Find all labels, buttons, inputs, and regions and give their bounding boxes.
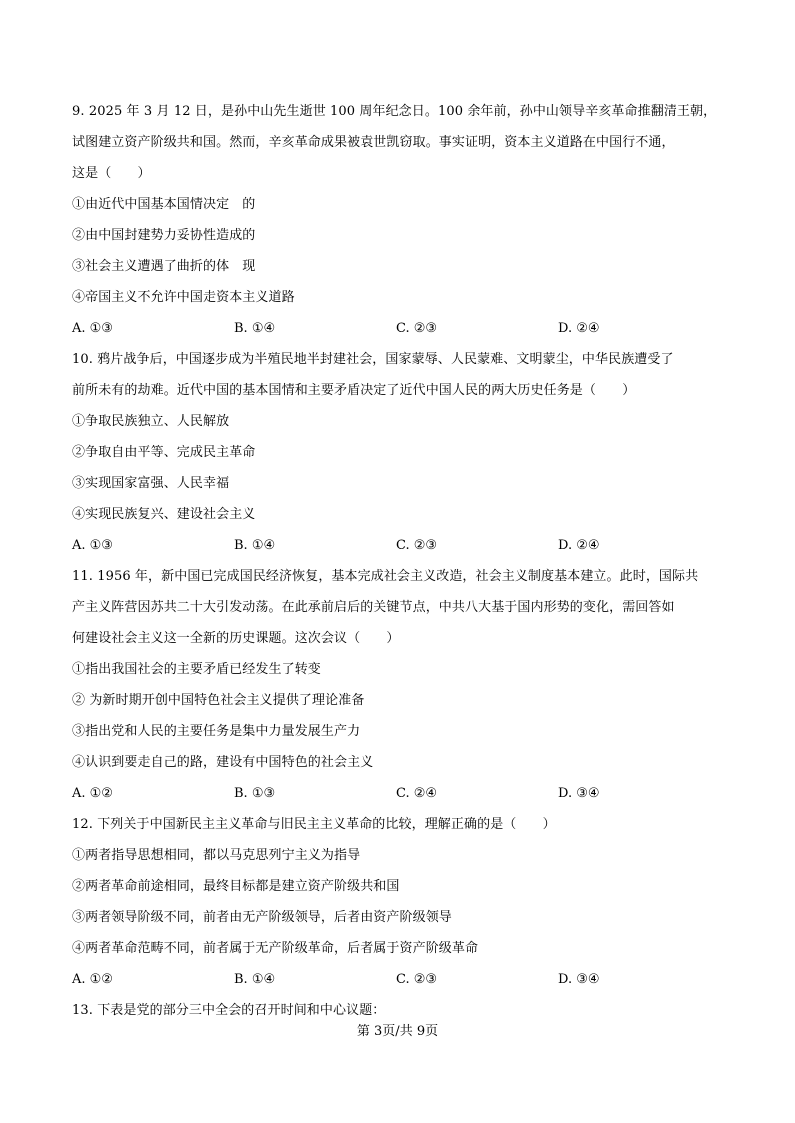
statement-item: ③社会主义遭遇了曲折的体 现 [72, 259, 256, 274]
option-a: A. ①② [72, 972, 113, 987]
answer-options [72, 964, 732, 995]
statement-item: ③两者领导阶级不同，前者由无产阶级领导，后者由资产阶级领导 [72, 910, 452, 925]
question-stem-line: 10. 鸦片战争后，中国逐步成为半殖民地半封建社会，国家蒙辱、人民蒙难、文明蒙尘，中华民族遭受了 [72, 352, 674, 367]
option-a: A. ①③ [72, 321, 113, 336]
option-d: D. ②④ [558, 321, 600, 336]
statement-item: ④实现民族复兴、建设社会主义 [72, 507, 256, 522]
page-footer: 第 3页/共 9页 [356, 1024, 439, 1039]
statement-item: ④两者革命范畴不同，前者属于无产阶级革命，后者属于资产阶级革命 [72, 941, 479, 956]
option-a: A. ①② [72, 786, 113, 801]
statement-item: ①两者指导思想相同，都以马克思列宁主义为指导 [72, 848, 361, 863]
option-c: C. ②③ [396, 972, 438, 987]
option-d: D. ③④ [558, 786, 600, 801]
option-b: B. ①④ [234, 538, 276, 553]
question-9 [72, 96, 732, 344]
question-stem-line: 12. 下列关于中国新民主主义革命与旧民主主义革命的比较，理解正确的是（ ） [72, 817, 556, 832]
option-b: B. ①③ [234, 786, 276, 801]
statement-item: ②由中国封建势力妥协性造成的 [72, 228, 256, 243]
option-b: B. ①④ [234, 972, 276, 987]
question-stem-line: 9. 2025 年 3 月 12 日，是孙中山先生逝世 100 周年纪念日。100 余年前，孙中山领导辛亥革命推翻清王朝， [72, 104, 717, 119]
statement-item: ①由近代中国基本国情决定 的 [72, 197, 256, 212]
option-d: D. ②④ [558, 538, 600, 553]
statement-item: ①指出我国社会的主要矛盾已经发生了转变 [72, 662, 321, 677]
question-stem-line: 前所未有的劫难。近代中国的基本国情和主要矛盾决定了近代中国人民的两大历史任务是（ ） [72, 383, 636, 398]
statement-item: ③实现国家富强、人民幸福 [72, 476, 230, 491]
answer-options [72, 778, 732, 809]
question-stem-line: 产主义阵营因苏共二十大引发动荡。在此承前启后的关键节点，中共八大基于国内形势的变化，需回答如 [72, 600, 675, 615]
statement-item: ②争取自由平等、完成民主革命 [72, 445, 256, 460]
option-c: C. ②③ [396, 538, 438, 553]
statement-item: ② 为新时期开创中国特色社会主义提供了理论准备 [72, 693, 365, 708]
question-stem-line: 何建设社会主义这一全新的历史课题。这次会议（ ） [72, 631, 400, 646]
answer-options [72, 313, 732, 344]
question-stem-line: 11. 1956 年，新中国已完成国民经济恢复，基本完成社会主义改造，社会主义制度基本建立。此时，国际共 [72, 569, 699, 584]
statement-item: ②两者革命前途相同，最终目标都是建立资产阶级共和国 [72, 879, 400, 894]
page-content [72, 96, 732, 1026]
option-b: B. ①④ [234, 321, 276, 336]
option-a: A. ①③ [72, 538, 113, 553]
question-stem-line: 这是（ ） [72, 166, 151, 181]
question-10 [72, 344, 732, 561]
statement-item: ④帝国主义不允许中国走资本主义道路 [72, 290, 295, 305]
statement-item: ①争取民族独立、人民解放 [72, 414, 230, 429]
statement-item: ④认识到要走自己的路，建设有中国特色的社会主义 [72, 755, 374, 770]
option-c: C. ②④ [396, 786, 438, 801]
question-12 [72, 809, 732, 995]
question-stem-line: 试图建立资产阶级共和国。然而，辛亥革命成果被袁世凯窃取。事实证明，资本主义道路在中国行不通， [72, 135, 675, 150]
option-c: C. ②③ [396, 321, 438, 336]
option-d: D. ③④ [558, 972, 600, 987]
statement-item: ③指出党和人民的主要任务是集中力量发展生产力 [72, 724, 361, 739]
question-stem-line: 13. 下表是党的部分三中全会的召开时间和中心议题： [72, 1003, 386, 1018]
answer-options [72, 530, 732, 561]
question-11 [72, 561, 732, 809]
